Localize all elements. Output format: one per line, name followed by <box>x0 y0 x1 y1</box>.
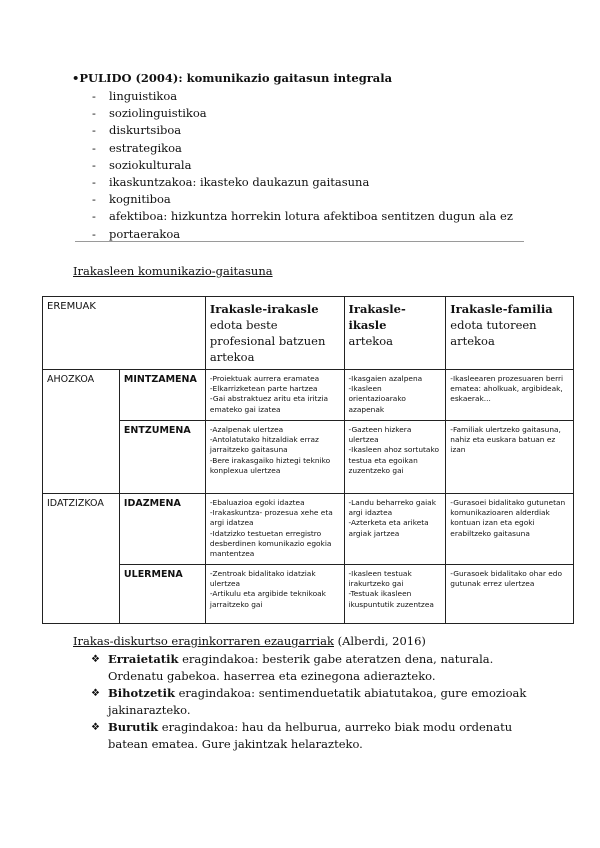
table-row <box>43 297 574 370</box>
row-label-ulermena: ULERMENA <box>119 565 205 624</box>
list-dash: - <box>92 140 96 155</box>
table-cell: -Proiektuak aurrera eramatea -Elkarrizketean parte hartzea -Gai abstraktuez aritu eta iritzia emateko gai izatea <box>205 370 344 421</box>
list-item: - afektiboa: hizkuntza horrekin lotura afektiboa sentitzen dugun ala ez <box>92 208 513 225</box>
table-cell: -Gazteen hizkera ulertzea -Ikasleen ahoz sortutako testua eta egoikan zuzentzeko gai <box>344 421 446 494</box>
table-cell: -Ikasleearen prozesuaren berri ematea: aholkuak, argibideak, eskaerak... <box>446 370 574 421</box>
table-row <box>43 370 574 421</box>
diamond-bullet-icon: ❖ <box>91 688 100 699</box>
competence-list <box>92 88 513 243</box>
table-cell: -Familiak ulertzeko gaitasuna, nahiz eta euskara batuan ez izan <box>446 421 574 494</box>
diamond-bullet-icon: ❖ <box>91 722 100 733</box>
table-cell: -Ebaluazioa egoki idaztea -Irakaskuntza- prozesua xehe eta argi idatzea -Idatzizko testuetan erregistro desberdinen komunikazio egokia mantentzea <box>205 494 344 565</box>
table-cell: -Ikasgaien azalpena -Ikasleen orientazioarako azapenak <box>344 370 446 421</box>
list-item: ❖ Bihotzetik eragindakoa: sentimenduetatik abiatutakoa, gure emozioak jakinarazteko. <box>91 686 527 717</box>
table-cell: -Azalpenak ulertzea -Antolatutako hitzaldiak erraz jarraitzeko gaitasuna -Bere irakasgaiko hiztegi tekniko konplexua ulertzea <box>205 421 344 494</box>
header-irakasle-familia: Irakasle-familia edota tutoreen artekoa <box>446 297 574 370</box>
table-cell: -Gurasoek bidalitako ohar edo gutunak errez ulertzea <box>446 565 574 624</box>
row-label-ahozkoa: AHOZKOA <box>43 370 120 494</box>
table-cell: -Ikasleen testuak irakurtzeko gai -Testuak ikasleen ikuspuntutik zuzentzea <box>344 565 446 624</box>
list-item: ❖ Burutik eragindakoa: hau da helburua, aurreko biak modu ordenatu batean ematea. Gure jakintzak helarazteko. <box>91 720 513 751</box>
header-eremuak: EREMUAK <box>43 297 206 370</box>
diamond-bullet-icon: ❖ <box>91 654 100 665</box>
table-cell: -Landu beharreko gaiak argi idaztea -Azterketa eta ariketa argiak jartzea <box>344 494 446 565</box>
competence-table <box>42 296 574 624</box>
section-heading: •PULIDO (2004): komunikazio gaitasun integrala <box>72 71 393 85</box>
table-row <box>43 565 574 624</box>
list-dash: - <box>92 157 96 172</box>
row-label-entzumena: ENTZUMENA <box>119 421 205 494</box>
table-cell: -Gurasoei bidalitako gutunetan komunikazioaren alderdiak kontuan izan eta egoki erabiltzeko gaitasuna <box>446 494 574 565</box>
row-label-mintzamena: MINTZAMENA <box>119 370 205 421</box>
list-dash: - <box>92 226 96 241</box>
row-label-idazmena: IDAZMENA <box>119 494 205 565</box>
table-row <box>43 494 574 565</box>
list-dash: - <box>92 209 96 224</box>
list-dash: - <box>92 89 96 103</box>
list-item: - estrategikoa <box>92 140 513 157</box>
list-item: - diskurtsiboa <box>92 122 513 139</box>
list-item: - linguistikoa <box>92 88 513 105</box>
horizontal-divider <box>75 241 524 242</box>
list-item: - soziokulturala <box>92 157 513 174</box>
list-item: - soziolinguistikoa <box>92 105 513 122</box>
list-dash: - <box>92 174 96 189</box>
list-item: - kognitiboa <box>92 191 513 208</box>
row-label-idatzizkoa: IDATZIZKOA <box>43 494 120 624</box>
list-item: - ikaskuntzakoa: ikasteko daukazun gaitasuna <box>92 174 513 191</box>
list-dash: - <box>92 123 96 138</box>
list-item: - portaerakoa <box>92 226 513 243</box>
list-dash: - <box>92 192 96 207</box>
discourse-list <box>92 651 532 753</box>
list-dash: - <box>92 106 96 121</box>
table-title: Irakasleen komunikazio-gaitasuna <box>73 264 273 278</box>
table-row <box>43 421 574 494</box>
header-irakasle-ikasle: Irakasle-ikasle artekoa <box>344 297 446 370</box>
section3-title: Irakas-diskurtso eraginkorraren ezaugarriak (Alberdi, 2016) <box>73 634 426 648</box>
list-item: ❖ Erraietatik eragindakoa: besterik gabe ateratzen dena, naturala. Ordenatu gabekoa. haserrea eta ezinegona adierazteko. <box>91 652 494 683</box>
table-cell: -Zentroak bidalitako idatziak ulertzea -Artikulu eta argibide teknikoak jarraitzeko gai <box>205 565 344 624</box>
header-irakasle-irakasle: Irakasle-irakasle edota beste profesional batzuen artekoa <box>205 297 344 370</box>
